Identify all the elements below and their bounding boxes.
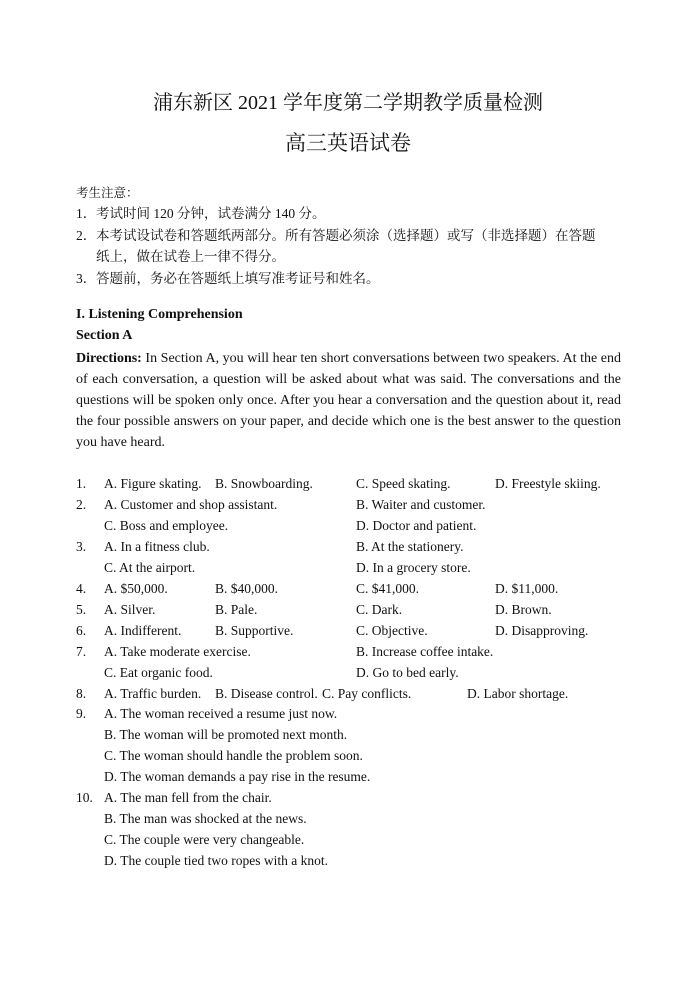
question-2 (0, 494, 696, 515)
option-c: C. Objective. (356, 623, 428, 638)
notice-heading: 考生注意： (76, 186, 139, 200)
question-7 (0, 641, 696, 662)
question-1 (0, 473, 696, 494)
option-b: B. $40,000. (215, 581, 279, 596)
question-number: 2. (76, 497, 87, 512)
directions-text: In Section A, you will hear ten short conversations between two speakers. At the end of each conversation, a question will be asked about what was said. The conversations and the questions will be spoken only once. After you hear a conversation and the question about it, read the four possible answers on your paper, and decide which one is the best answer to the question you have heard. (76, 351, 621, 450)
question-10-row-2 (0, 808, 696, 829)
question-number: 9. (76, 706, 87, 721)
option-d: D. In a grocery store. (356, 560, 471, 575)
option-b: B. Pale. (215, 602, 258, 617)
option-d: D. $11,000. (495, 581, 559, 596)
option-b: B. Waiter and customer. (356, 497, 486, 512)
option-b: B. At the stationery. (356, 539, 464, 554)
option-a: A. In a fitness club. (104, 539, 210, 554)
question-4 (0, 578, 696, 599)
option-a: A. Indifferent. (104, 623, 182, 638)
option-a: A. Figure skating. (104, 476, 202, 491)
option-a: A. The man fell from the chair. (104, 790, 272, 805)
exam-subtitle: 高三英语试卷 (285, 131, 411, 155)
notice-text: 考试时间 120 分钟，试卷满分 140 分。 (96, 206, 326, 221)
question-number: 5. (76, 602, 87, 617)
question-9 (0, 703, 696, 724)
directions (76, 348, 621, 453)
option-c: C. The couple were very changeable. (104, 832, 305, 847)
question-number: 10. (76, 790, 93, 805)
option-a: A. The woman received a resume just now. (104, 706, 338, 721)
notice-item-2 (76, 225, 621, 267)
option-c: C. The woman should handle the problem soon. (104, 748, 363, 763)
question-number: 8. (76, 686, 87, 701)
question-5 (0, 599, 696, 620)
question-7-row-2 (0, 662, 696, 683)
option-d: D. The couple tied two ropes with a knot. (104, 853, 328, 868)
part-title: I. Listening Comprehension (76, 307, 243, 322)
question-3 (0, 536, 696, 557)
question-number: 7. (76, 644, 87, 659)
notice-number: 2． (76, 228, 97, 243)
question-number: 1. (76, 476, 87, 491)
question-10-row-4 (0, 850, 696, 871)
question-10-row-3 (0, 829, 696, 850)
notice-text: 本考试设试卷和答题纸两部分。所有答题必须涂（选择题）或写（非选择题）在答题 (96, 228, 596, 243)
notice-text-continued: 纸上，做在试卷上一律不得分。 (96, 249, 285, 264)
notice-item-1 (76, 203, 621, 224)
option-c: C. Speed skating. (356, 476, 451, 491)
notice-number: 1． (76, 206, 97, 221)
option-d: D. Freestyle skiing. (495, 476, 601, 491)
option-c: C. Eat organic food. (104, 665, 213, 680)
option-d: D. Disapproving. (495, 623, 589, 638)
question-2-row-2 (0, 515, 696, 536)
question-8 (0, 683, 696, 704)
option-a: A. Traffic burden. (104, 686, 202, 701)
option-b: B. The man was shocked at the news. (104, 811, 307, 826)
option-c: C. Dark. (356, 602, 403, 617)
exam-title: 浦东新区 2021 学年度第二学期教学质量检测 (153, 92, 543, 114)
question-number: 6. (76, 623, 87, 638)
option-b: B. The woman will be promoted next month. (104, 727, 348, 742)
directions-label: Directions: (76, 351, 142, 366)
option-c: C. Boss and employee. (104, 518, 229, 533)
option-a: A. Silver. (104, 602, 156, 617)
option-d: D. Brown. (495, 602, 552, 617)
option-a: A. $50,000. (104, 581, 168, 596)
question-10 (0, 787, 696, 808)
option-d: D. Labor shortage. (467, 686, 569, 701)
question-9-row-4 (0, 766, 696, 787)
option-c: C. $41,000. (356, 581, 420, 596)
question-number: 3. (76, 539, 87, 554)
option-d: D. Go to bed early. (356, 665, 459, 680)
option-d: D. Doctor and patient. (356, 518, 477, 533)
option-a: A. Take moderate exercise. (104, 644, 251, 659)
section-title: Section A (76, 328, 133, 343)
option-c: C. Pay conflicts. (322, 686, 412, 701)
option-d: D. The woman demands a pay rise in the resume. (104, 769, 371, 784)
option-b: B. Snowboarding. (215, 476, 313, 491)
question-number: 4. (76, 581, 87, 596)
option-b: B. Increase coffee intake. (356, 644, 494, 659)
notice-number: 3． (76, 271, 97, 286)
option-b: B. Supportive. (215, 623, 294, 638)
question-3-row-2 (0, 557, 696, 578)
option-b: B. Disease control. (215, 686, 318, 701)
option-c: C. At the airport. (104, 560, 196, 575)
option-a: A. Customer and shop assistant. (104, 497, 278, 512)
notice-item-3 (76, 268, 621, 289)
notice-text: 答题前，务必在答题纸上填写准考证号和姓名。 (96, 271, 380, 286)
question-6 (0, 620, 696, 641)
question-9-row-2 (0, 724, 696, 745)
question-9-row-3 (0, 745, 696, 766)
